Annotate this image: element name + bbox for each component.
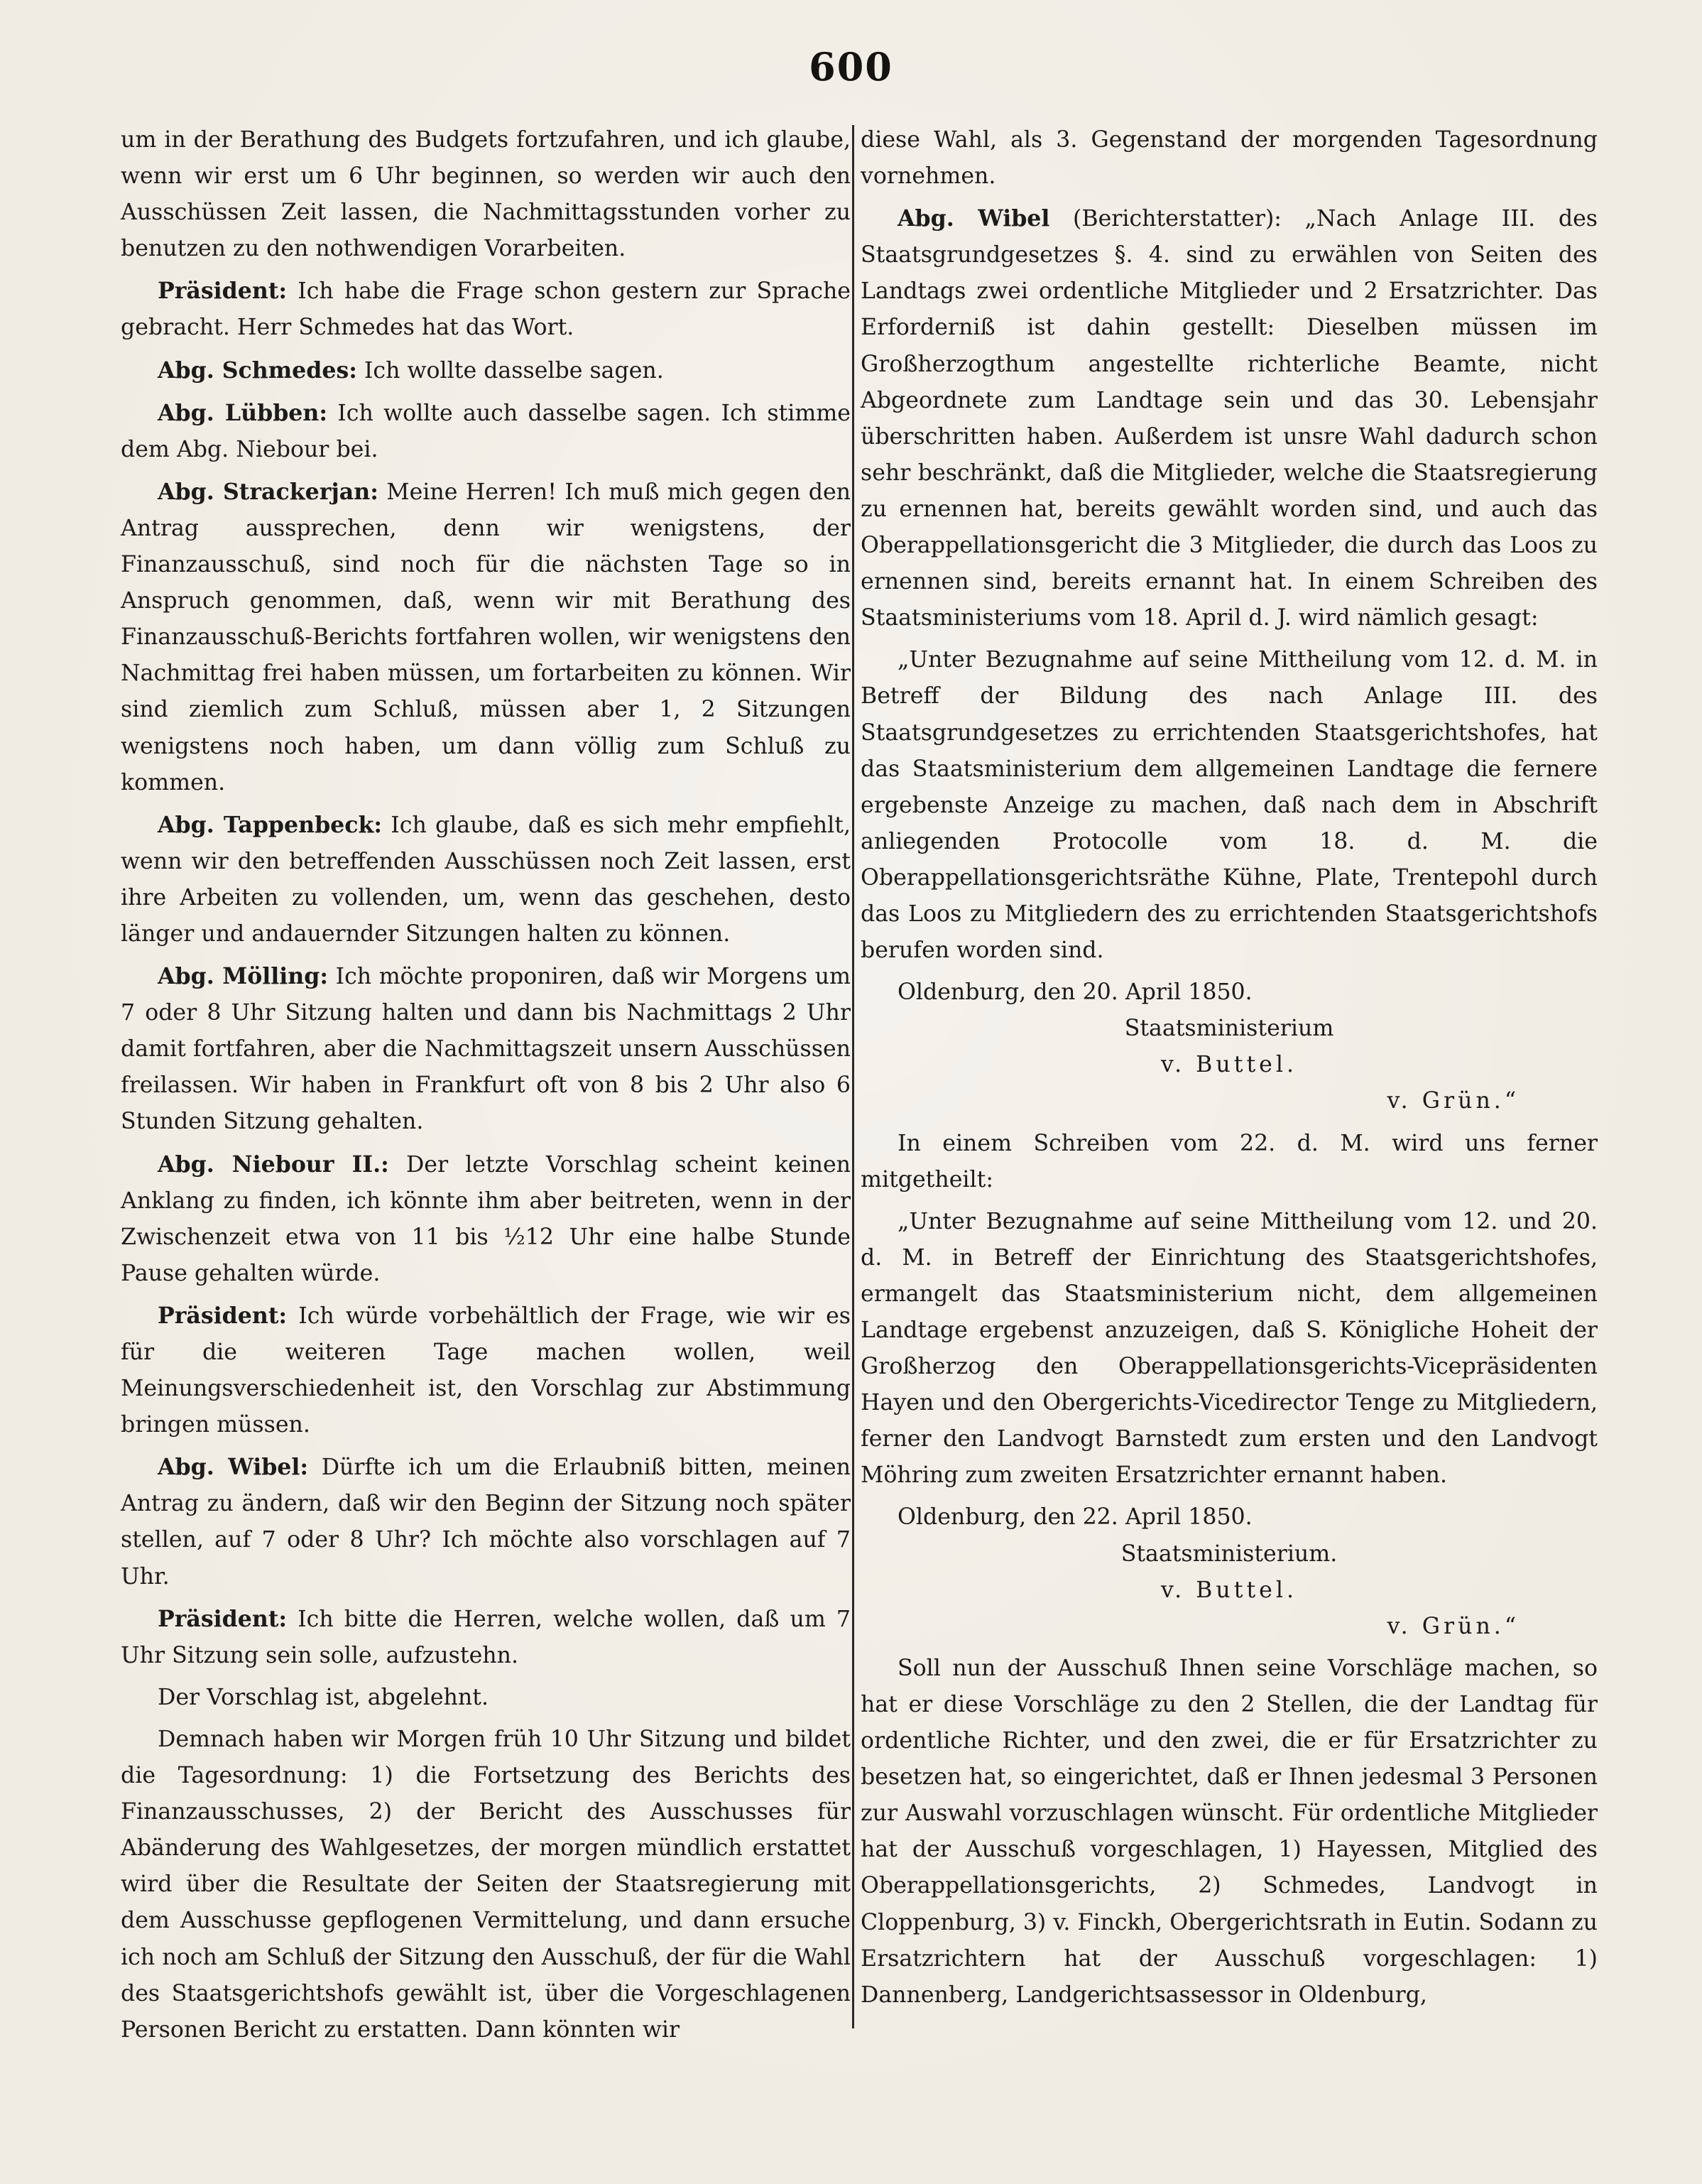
speaker-name: Abg. Schmedes: (158, 357, 357, 384)
paragraph-text: v. Buttel. (1161, 1052, 1297, 1078)
speaker-name: Präsident: (158, 1302, 288, 1329)
left-column (121, 122, 851, 2048)
paragraph (121, 807, 851, 952)
paragraph (861, 1126, 1598, 1198)
speaker-name: Abg. Lübben: (158, 399, 328, 426)
paragraph (861, 1011, 1598, 1047)
paragraph (121, 958, 851, 1140)
paragraph (121, 1146, 851, 1292)
paragraph-text: um in der Berathung des Budgets fortzufahren, und ich glaube, wenn wir erst um 6 Uhr beginnen, so werden wir auch den Ausschüssen Zeit lassen, die Nachmittagsstunden vorher zu benutzen zu den nothwendigen Vorarbeiten. (121, 127, 851, 262)
paragraph (861, 642, 1598, 969)
speaker-name: Abg. Strackerjan: (158, 478, 378, 505)
paragraph-text: v. Grün.“ (1387, 1088, 1520, 1114)
paragraph (861, 1536, 1598, 1572)
speaker-name: Abg. Mölling: (158, 963, 329, 990)
paragraph (861, 1047, 1598, 1083)
paragraph-text: Meine Herren! Ich muß mich gegen den Antrag aussprechen, denn wir wenigstens, der Finanzausschuß, sind noch für die nächsten Tage so in Anspruch genommen, daß, wenn wir mit Berathung des Finanzausschuß-Berichts fortfahren wollen, wir wenigstens den Nachmittag frei haben müssen, um fortarbeiten zu können. Wir sind ziemlich zum Schluß, müssen aber 1, 2 Sitzungen wenigstens noch haben, um dann völlig zum Schluß zu kommen. (121, 479, 851, 795)
paragraph-text: Soll nun der Ausschuß Ihnen seine Vorschläge machen, so hat er diese Vorschläge zu den 2 Stellen, die der Landtag für ordentliche Richter, und den zwei, die er für Ersatzrichter zu besetzen hat, so eingerichtet, daß er Ihnen jedesmal 3 Personen zur Auswahl vorzuschlagen wünscht. Für ordentliche Mitglieder hat der Ausschuß vorgeschlagen, 1) Hayessen, Mitglied des Oberappellationsgerichts, 2) Schmedes, Landvogt in Cloppenburg, 3) v. Finckh, Obergerichtsrath in Eutin. Sodann zu Ersatzrichtern hat der Ausschuß vorgeschlagen: 1) Dannenberg, Landgerichtsassessor in Oldenburg, (861, 1655, 1598, 2008)
page-number: 600 (809, 44, 893, 89)
right-column (861, 122, 1598, 2014)
paragraph (121, 273, 851, 346)
paragraph-text: Oldenburg, den 20. April 1850. (898, 979, 1253, 1006)
paragraph-text: Demnach haben wir Morgen früh 10 Uhr Sitzung und bildet die Tagesordnung: 1) die Fortsetzung des Berichts des Finanzausschusses, 2) der Bericht des Ausschusses für Abänderung des Wahlgesetzes, der morgen mündlich erstattet wird über die Resultate der Seiten der Staatsregierung mit dem Ausschusse gepflogenen Vermittelung, und dann ersuche ich noch am Schluß der Sitzung den Ausschuß, der für die Wahl des Staatsgerichtshofs gewählt ist, über die Vorgeschlagenen Personen Bericht zu erstatten. Dann könnten wir (121, 1726, 851, 2043)
speaker-name: Präsident: (158, 1605, 288, 1632)
paragraph-text: Staatsministerium (1124, 1016, 1334, 1042)
paragraph (861, 1572, 1598, 1609)
paragraph-text: Ich möchte proponiren, daß wir Morgens um 7 oder 8 Uhr Sitzung halten und dann bis Nachmittags 2 Uhr damit fortfahren, aber die Nachmittagszeit unsern Ausschüssen freilassen. Wir haben in Frankfurt oft von 8 bis 2 Uhr also 6 Stunden Sitzung gehalten. (121, 964, 851, 1135)
paragraph (861, 122, 1598, 195)
paragraph-text: diese Wahl, als 3. Gegenstand der morgenden Tagesordnung vornehmen. (861, 127, 1598, 190)
paragraph (861, 1204, 1598, 1494)
paragraph (121, 1298, 851, 1443)
paragraph-text: v. Buttel. (1161, 1577, 1297, 1603)
paragraph (121, 1601, 851, 1674)
paragraph (121, 1722, 851, 2048)
speaker-name: Präsident: (158, 278, 288, 305)
paragraph (121, 474, 851, 801)
paragraph (121, 395, 851, 468)
paragraph (861, 1499, 1598, 1536)
paragraph (121, 1449, 851, 1594)
paragraph-text: (Berichterstatter): „Nach Anlage III. des Staatsgrundgesetzes §. 4. sind zu erwählen von Seiten des Landtags zwei ordentliche Mitglieder und 2 Ersatzrichter. Das Erforderniß ist dahin gestellt: Dieselben müssen im Großherzogthum angestellte richterliche Beamte, nicht Abgeordnete zum Landtage sein und das 30. Lebensjahr überschritten haben. Außerdem ist unsre Wahl dadurch schon sehr beschränkt, daß die Mitglieder, welche die Staatsregierung zu ernennen hat, bereits gewählt worden sind, und auch das Oberappellationsgericht die 3 Mitglieder, die durch das Loos zu ernennen sind, bereits ernannt hat. In einem Schreiben des Staatsministeriums vom 18. April d. J. wird nämlich gesagt: (861, 206, 1598, 631)
paragraph-text: v. Grün.“ (1387, 1613, 1520, 1639)
paragraph (121, 122, 851, 267)
paragraph (861, 974, 1598, 1011)
paragraph-text: Der Vorschlag ist, abgelehnt. (158, 1684, 489, 1710)
paragraph (121, 352, 851, 389)
paragraph-text: In einem Schreiben vom 22. d. M. wird uns ferner mitgetheilt: (861, 1130, 1598, 1192)
speaker-name: Abg. Niebour II.: (158, 1151, 389, 1178)
paragraph-text: Ich würde vorbehältlich der Frage, wie wir es für die weiteren Tage machen wollen, weil Meinungsverschiedenheit ist, den Vorschlag zur Abstimmung bringen müssen. (121, 1303, 851, 1438)
paragraph-text: Staatsministerium. (1120, 1541, 1338, 1567)
paragraph-text: „Unter Bezugnahme auf seine Mittheilung vom 12. d. M. in Betreff der Bildung des nach Anlage III. des Staatsgrundgesetzes zu errichtenden Staatsgerichtshofes, hat das Staatsministerium dem allgemeinen Landtage die fernere ergebenste Anzeige zu machen, daß nach dem in Abschrift anliegenden Protocolle vom 18. d. M. die Oberappellationsgerichtsräthe Kühne, Plate, Trentepohl durch das Loos zu Mitgliedern des zu errichtenden Staatsgerichtshofs berufen worden sind. (861, 647, 1598, 964)
speaker-name: Abg. Wibel: (158, 1454, 309, 1481)
paragraph-text: Dürfte ich um die Erlaubniß bitten, meinen Antrag zu ändern, daß wir den Beginn der Sitzung noch später stellen, auf 7 oder 8 Uhr? Ich möchte also vorschlagen auf 7 Uhr. (121, 1455, 851, 1590)
paragraph-text: Ich wollte auch dasselbe sagen. Ich stimme dem Abg. Niebour bei. (121, 400, 851, 462)
paragraph-text: Ich bitte die Herren, welche wollen, daß um 7 Uhr Sitzung sein solle, aufzustehn. (121, 1606, 851, 1668)
paragraph-text: Der letzte Vorschlag scheint keinen Anklang zu finden, ich könnte ihm aber beitreten, wenn in der Zwischenzeit etwa von 11 bis ½12 Uhr eine halbe Stunde Pause gehalten würde. (121, 1151, 851, 1286)
paragraph-text: Ich glaube, daß es sich mehr empfiehlt, wenn wir den betreffenden Ausschüssen noch Zeit lassen, erst ihre Arbeiten zu vollenden, um, wenn das geschehen, desto länger und andauernder Sitzungen halten zu können. (121, 812, 851, 947)
paragraph-text: Ich habe die Frage schon gestern zur Sprache gebracht. Herr Schmedes hat das Wort. (121, 278, 851, 341)
paragraph-text: Ich wollte dasselbe sagen. (356, 357, 664, 384)
column-divider (852, 125, 854, 2028)
paragraph (861, 1083, 1598, 1119)
paragraph (861, 200, 1598, 636)
speaker-name: Abg. Wibel (898, 205, 1050, 232)
paragraph-text: „Unter Bezugnahme auf seine Mittheilung vom 12. und 20. d. M. in Betreff der Einrichtung des Staatsgerichtshofes, ermangelt das Staatsministerium nicht, dem allgemeinen Landtage ergebenst anzuzeigen, daß S. Königliche Hoheit der Großherzog den Oberappellationsgerichts-Vicepräsidenten Hayen und den Obergerichts-Vicedirector Tenge zu Mitgliedern, ferner den Landvogt Barnstedt zum ersten und den Landvogt Möhring zum zweiten Ersatzrichter ernannt haben. (861, 1208, 1598, 1489)
speaker-name: Abg. Tappenbeck: (158, 811, 383, 838)
paragraph (121, 1680, 851, 1716)
paragraph (861, 1651, 1598, 2014)
paragraph (861, 1609, 1598, 1645)
paragraph-text: Oldenburg, den 22. April 1850. (898, 1504, 1253, 1531)
